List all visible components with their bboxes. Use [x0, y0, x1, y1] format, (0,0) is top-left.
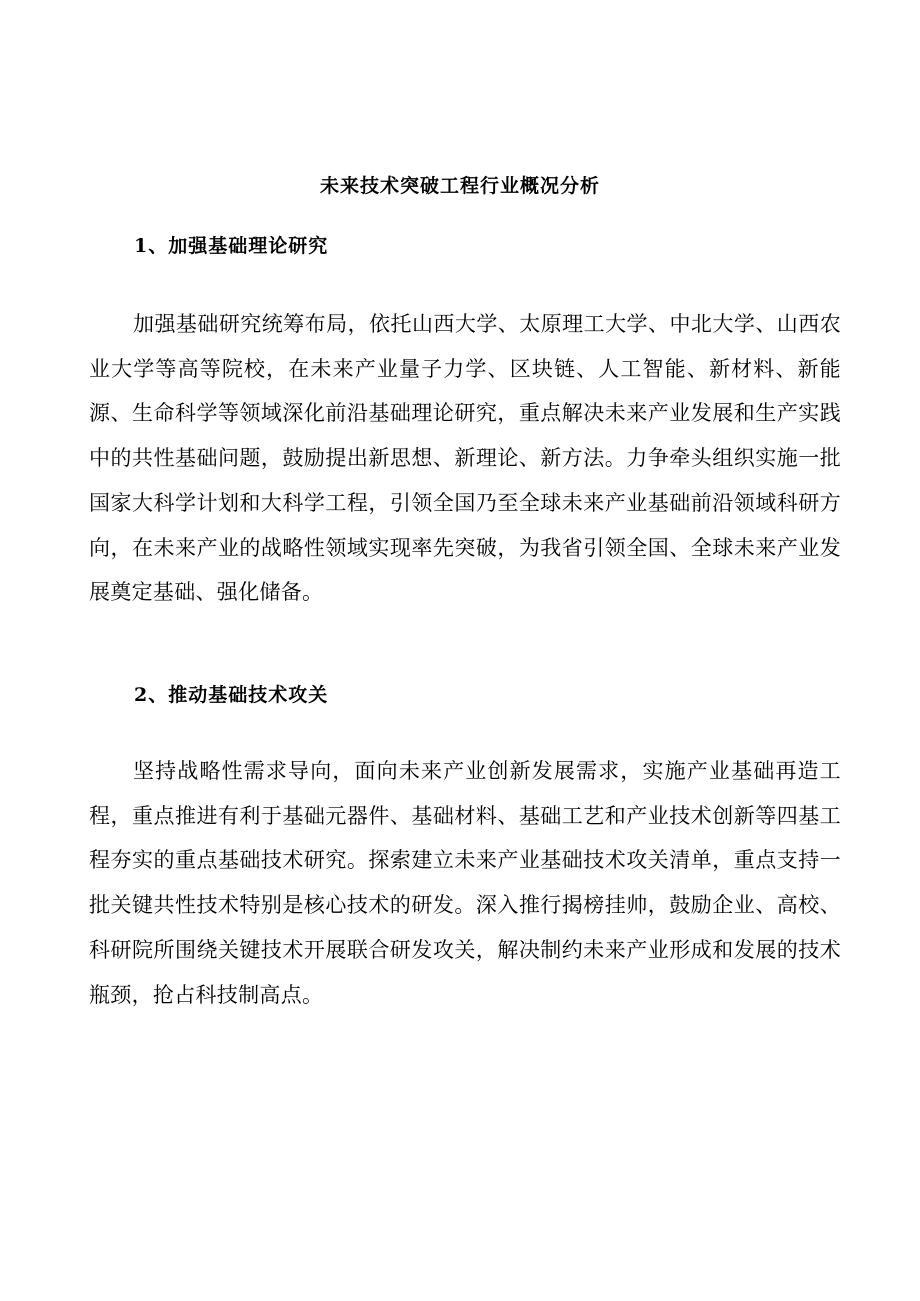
- section-heading-1: 1、加强基础理论研究: [134, 235, 329, 257]
- section-paragraph-1: 加强基础研究统筹布局，依托山西大学、太原理工大学、中北大学、山西农业大学等高等院校，在未来产业量子力学、区块链、人工智能、新材料、新能源、生命科学等领域深化前沿基础理论研究，重点解决未来产业发展和生产实践中的共性基础问题，鼓励提出新思想、新理论、新方法。力争牵头组织实施一批国家大科学计划和大科学工程，引领全国乃至全球未来产业基础前沿领域科研方向，在未来产业的战略性领域实现率先突破，为我省引领全国、全球未来产业发展奠定基础、强化储备。: [89, 312, 841, 605]
- document-title: 未来技术突破工程行业概况分析: [319, 175, 600, 197]
- section-heading-2: 2、推动基础技术攻关: [134, 684, 329, 706]
- section-paragraph-2: 坚持战略性需求导向，面向未来产业创新发展需求，实施产业基础再造工程，重点推进有利于基础元器件、基础材料、基础工艺和产业技术创新等四基工程夯实的重点基础技术研究。探索建立未来产业基础技术攻关清单，重点支持一批关键共性技术特别是核心技术的研发。深入推行揭榜挂帅，鼓励企业、高校、科研院所围绕关键技术开展联合研发攻关，解决制约未来产业形成和发展的技术瓶颈，抢占科技制高点。: [89, 759, 841, 1007]
